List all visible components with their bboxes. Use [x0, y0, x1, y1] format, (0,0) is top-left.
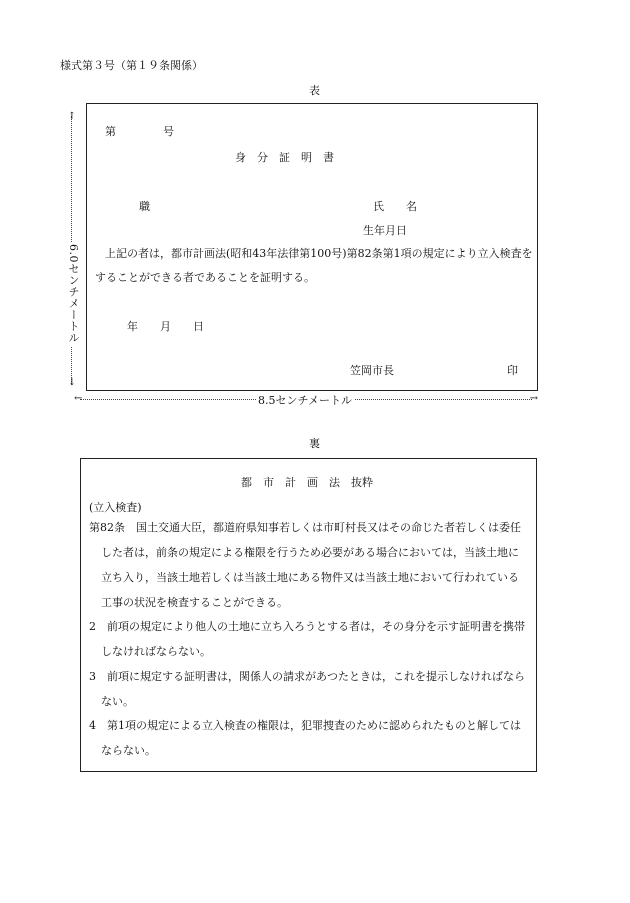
- article-82-line: 工事の状況を検査することができる。: [101, 596, 288, 609]
- seal-mark: 印: [507, 364, 518, 377]
- law-title: 都 市 計 画 法 抜粋: [241, 476, 373, 489]
- clause-3: [89, 664, 525, 714]
- right-arrow-icon: →: [529, 393, 538, 404]
- id-card-front: [86, 103, 538, 391]
- clause-2-line: 2 前項の規定により他人の土地に立ち入ろうとする者は，その身分を示す証明書を携帯: [89, 620, 525, 633]
- front-side-label: 表: [309, 84, 320, 97]
- id-card-back: [80, 458, 537, 772]
- date-label: 年 月 日: [127, 320, 204, 333]
- left-arrow-icon: ←: [74, 393, 83, 404]
- clause-3-line: ない。: [101, 695, 134, 708]
- height-label: 6.0センチメートル: [67, 244, 80, 344]
- article-82-line: 第82条 国土交通大臣，都道府県知事若しくは市町村長又はその命じた者若しくは委任: [89, 521, 521, 534]
- number-prefix: 第: [105, 125, 116, 138]
- clause-4: [89, 713, 521, 763]
- clause-4-line: ならない。: [101, 744, 156, 757]
- form-header: 様式第３号（第１９条関係）: [60, 59, 203, 72]
- up-arrow-icon: ↑: [67, 111, 77, 122]
- clause-4-line: 4 第1項の規定による立入検査の権限は，犯罪捜査のために認められたものと解しては: [89, 719, 521, 732]
- birthdate-label: 生年月日: [363, 224, 407, 237]
- name-label: 氏 名: [373, 200, 417, 213]
- height-dimension: [66, 112, 78, 388]
- issuer-label: 笠岡市長: [350, 364, 394, 377]
- down-arrow-icon: ↓: [67, 377, 77, 388]
- clause-2-line: しなければならない。: [101, 645, 211, 658]
- article-82-line: した者は，前条の規定による権限を行うため必要がある場合においては，当該土地に: [101, 546, 519, 559]
- job-label: 職: [139, 200, 150, 213]
- clause-2: [89, 614, 525, 664]
- article-82-line: 立ち入り，当該土地若しくは当該土地にある物件又は当該土地において行われている: [101, 571, 519, 584]
- back-side-label: 裏: [309, 437, 320, 450]
- certification-text-line2: することができる者であることを証明する。: [95, 271, 315, 284]
- section-heading: (立入検査): [89, 501, 142, 514]
- card-title: 身 分 証 明 書: [235, 151, 334, 164]
- clause-3-line: 3 前項に規定する証明書は，関係人の請求があつたときは，これを提示しなければなら: [89, 670, 525, 683]
- width-dimension: [74, 393, 538, 405]
- width-label: 8.5センチメートル: [258, 394, 353, 407]
- number-suffix: 号: [163, 125, 174, 138]
- article-82: [89, 515, 521, 615]
- certification-text-line1: 上記の者は，都市計画法(昭和43年法律第100号)第82条第1項の規定により立入検査を: [105, 247, 533, 260]
